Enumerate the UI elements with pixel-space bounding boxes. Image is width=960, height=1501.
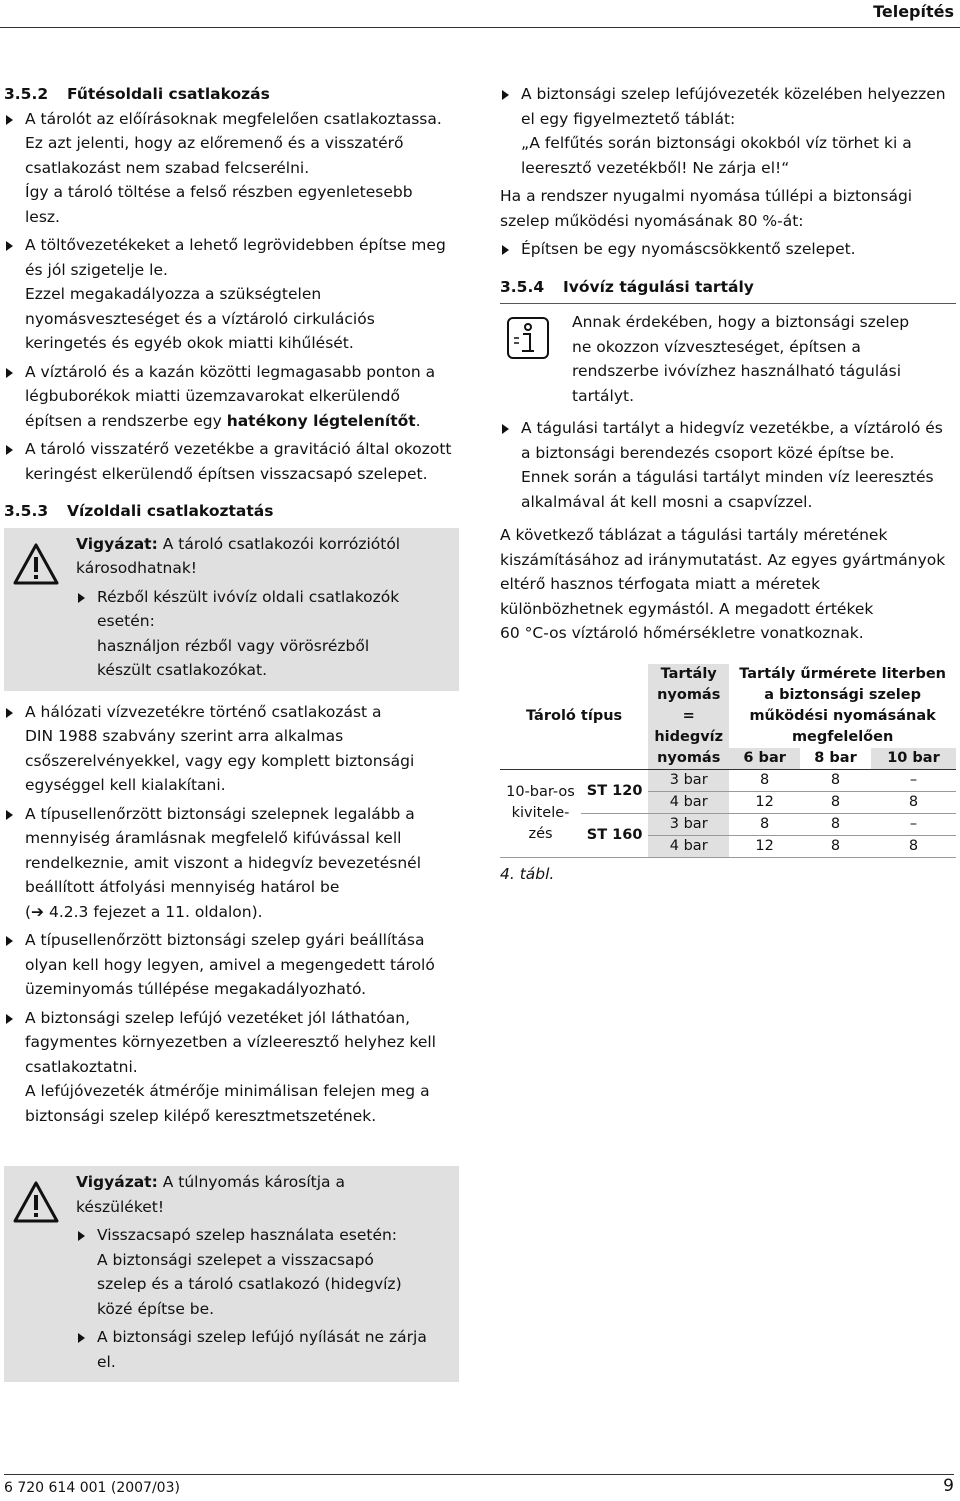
page-header [0, 0, 960, 28]
bottom-warning-section [4, 1166, 459, 1382]
section-3-5-3-heading: 3.5.3 Vízoldali csatlakoztatás [4, 502, 274, 520]
table-cell: 12 [755, 793, 774, 810]
bullet-item: A víztároló és a kazán közötti legmagasabb ponton a légbuborékok miatti üzemzavarokat elkerülendő építsen a rendszerbe egy hatékony légtelenítőt. [4, 360, 459, 434]
table-cell: – [909, 771, 918, 788]
table-subheader: 10 bar [871, 748, 956, 770]
bullet-item: A biztonsági szelep lefújó nyílását ne zárja el. [76, 1325, 447, 1374]
table-header-type: Tároló típus [526, 707, 623, 724]
table-version-cell: 10-bar-os kivitele- zés [506, 783, 575, 842]
bullet-item: A biztonsági szelep lefújó vezetéket jól láthatóan, fagymentes környezetben a vízleeresztő helyhez kell csatlakoztatni. A lefújóvezeték átmérője minimálisan felejen meg a biztonsági szelep kilépő keresztmetszetének. [4, 1006, 459, 1129]
bullet-arrow-icon [502, 90, 509, 100]
page-number: 9 [943, 1476, 954, 1496]
warning-box-corrosion: Vigyázat: A tároló csatlakozói korróziótól károsodhatnak! Rézből készült ivóvíz oldali csatlakozók esetén: használjon rézből vagy vörösrézből készült csatlakozókat. [4, 528, 459, 691]
bullet-arrow-icon [6, 936, 13, 946]
bullet-item: A töltővezetékeket a lehető legrövidebben építse meg és jól szigetelje le. Ezzel megakadályozza a szükségtelen nyomásveszteséget és a víztároló cirkulációs keringetés és egyéb okok miatti kihűlését. [4, 233, 459, 356]
bullet-item: A hálózati vízvezetékre történő csatlakozást a DIN 1988 szabvány szerint arra alkalmas csőszerelvényekkel, vagy egy komplett biztonsági egységgel kell kialakítani. [4, 700, 459, 798]
bullet-arrow-icon [6, 1014, 13, 1024]
bullet-item: Visszacsapó szelep használata esetén: A biztonsági szelepet a visszacsapó szelep és a tároló csatlakozó (hidegvíz) közé építse be. [76, 1223, 447, 1321]
table-cell: 8 [760, 771, 770, 788]
bullet-item: A típusellenőrzött biztonsági szelep gyári beállítása olyan kell hogy legyen, amivel a megengedett tároló üzeminyomás túllépése megakadályozható. [4, 928, 459, 1002]
table-cell: 8 [830, 815, 841, 832]
warning-triangle-icon [12, 542, 60, 586]
bullet-arrow-icon [502, 424, 509, 434]
footer-rule [4, 1474, 954, 1475]
table-cell: 8 [908, 837, 919, 854]
bullet-arrow-icon [502, 245, 509, 255]
table-subheader: 8 bar [814, 749, 857, 766]
table-cell: 3 bar [648, 769, 729, 791]
bullet-arrow-icon [6, 115, 13, 125]
header-rule [0, 27, 960, 28]
table-cell: 8 [830, 837, 841, 854]
bullet-item: A tárolót az előírásoknak megfelelően csatlakoztassa. Ez azt jelenti, hogy az előremenő és a visszatérő csatlakozást nem szabad felcserélni. Így a tároló töltése a felső részben egyenletesebb lesz. [4, 107, 459, 230]
table-header-volume: Tartály űrmérete literben a biztonsági szelep működési nyomásának megfelelően [739, 665, 946, 745]
table-header-pressure: Tartály nyomás = hidegvíz nyomás [648, 664, 729, 770]
table-model-cell: ST 120 [586, 782, 643, 799]
bullet-item: A biztonsági szelep lefújóvezeték közelében helyezzen el egy figyelmeztető táblát: „A felfűtés során biztonsági okokból víz törhet ki a leeresztő vezetékből! Ne zárja el!“ [500, 82, 956, 180]
section-3-5-4-heading: 3.5.4 Ivóvíz tágulási tartály [500, 277, 754, 296]
warning-triangle-icon [12, 1180, 60, 1224]
right-column [500, 82, 956, 886]
header-title: Telepítés [873, 2, 954, 21]
info-box: Annak érdekében, hogy a biztonsági szelep ne okozzon vízveszteséget, építsen a rendszerbe ivóvízhez használható tágulási tartályt. [500, 303, 956, 412]
bullet-item: A típusellenőrzött biztonsági szelepnek legalább a mennyiség áramlásnak megfelelő kifúvással kell rendelkeznie, amit viszont a hidegvíz bevezetésnél beállított átfolyási mennyiség határol be (➔ 4.2.3 fejezet a 11. oldalon). [4, 802, 459, 925]
bullet-arrow-icon [6, 708, 13, 718]
paragraph: Ha a rendszer nyugalmi nyomása túllépi a biztonsági szelep működési nyomásának 80 %-át: [500, 187, 913, 230]
table-cell: 8 [830, 793, 841, 810]
bullet-arrow-icon [6, 241, 13, 251]
bullet-arrow-icon [78, 1333, 85, 1343]
bullet-item: A tágulási tartályt a hidegvíz vezetékbe, a víztároló és a biztonsági berendezés csoport közé építse be. Ennek során a tágulási tartályt minden víz leeresztés alkalmával át kell mosni a csapvízzel. [500, 416, 956, 514]
page-footer [4, 1474, 954, 1496]
table-cell: 8 [830, 771, 841, 788]
bullet-item: Rézből készült ivóvíz oldali csatlakozók esetén: használjon rézből vagy vörösrézből készült csatlakozókat. [76, 585, 447, 683]
bullet-item: Építsen be egy nyomáscsökkentő szelepet. [500, 237, 956, 262]
expansion-tank-table [500, 664, 956, 858]
bullet-arrow-icon [6, 368, 13, 378]
info-icon [506, 316, 550, 360]
table-subheader: 6 bar [729, 748, 800, 770]
warning-box-overpressure: Vigyázat: A túlnyomás károsítja a készüléket! Visszacsapó szelep használata esetén: A biztonsági szelepet a visszacsapó szelep és a tároló csatlakozó (hidegvíz) közé építse be. A biztonsági szelep lefújó nyílását ne zárja el. [4, 1166, 459, 1382]
paragraph: A következő táblázat a tágulási tartály méretének kiszámításához ad iránymutatást. Az egyes gyártmányok eltérő hasznos térfogata miatt a méretek különbözhetnek egymástól. A megadott értékek 60 °C-os víztároló hőmérsékletre vonatkoznak. [500, 526, 946, 642]
table-cell: 4 bar [648, 835, 729, 857]
table-caption: 4. tábl. [500, 864, 555, 883]
bullet-arrow-icon [6, 445, 13, 455]
bullet-arrow-icon [6, 810, 13, 820]
document-number: 6 720 614 001 (2007/03) [4, 1480, 180, 1496]
bullet-arrow-icon [78, 593, 85, 603]
section-3-5-2-heading: 3.5.2 Fűtésoldali csatlakozás [4, 85, 270, 103]
table-cell: 12 [755, 837, 774, 854]
table-model-cell: ST 160 [586, 826, 643, 843]
bullet-item: A tároló visszatérő vezetékbe a gravitáció által okozott keringést elkerülendő építsen visszacsapó szelepet. [4, 437, 459, 486]
table-cell: 8 [760, 815, 770, 832]
table-cell: 4 bar [648, 791, 729, 813]
table-cell: – [909, 815, 918, 832]
left-column [4, 82, 459, 1128]
bullet-arrow-icon [78, 1231, 85, 1241]
table-cell: 8 [908, 793, 919, 810]
table-cell: 3 bar [648, 813, 729, 835]
